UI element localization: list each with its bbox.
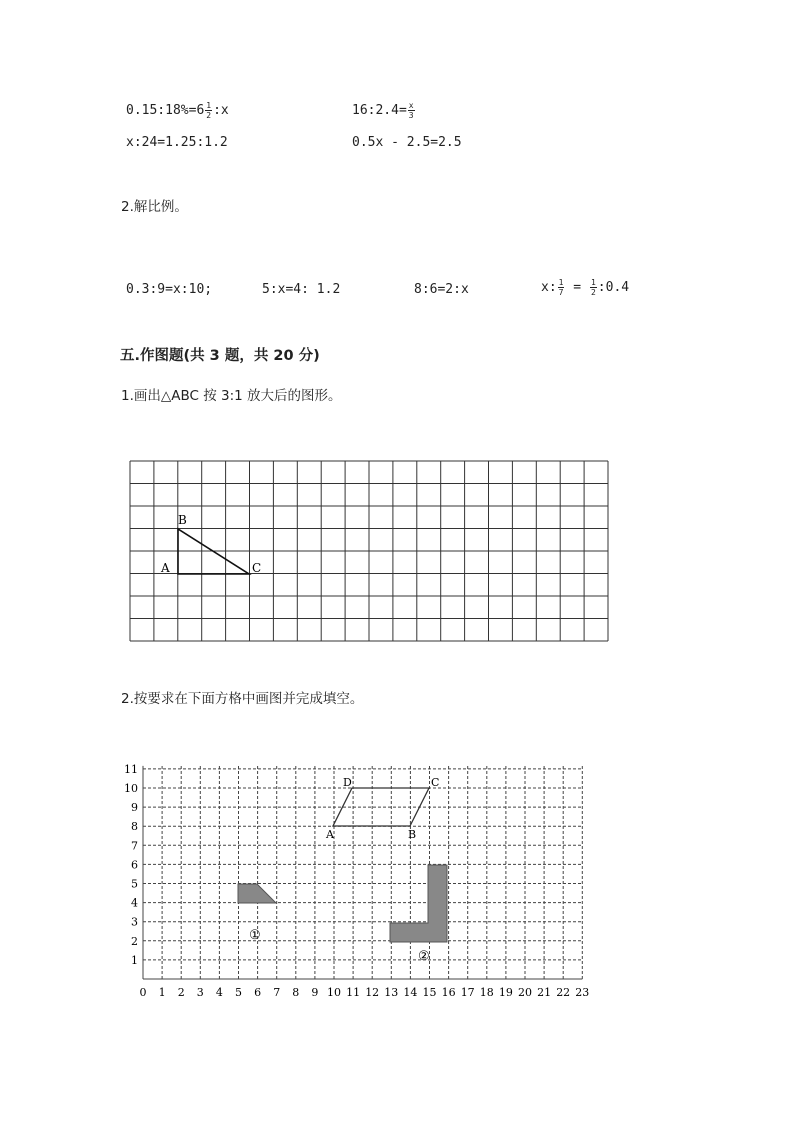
- x-tick-label: 8: [292, 986, 300, 999]
- x-tick-label: 18: [479, 986, 494, 999]
- grid-2-lines: [143, 766, 582, 979]
- shape-1-label: ①: [249, 928, 261, 943]
- y-tick-label: 6: [131, 858, 138, 872]
- y-tick-label: 9: [131, 801, 138, 815]
- vertex-label-c: C: [252, 561, 262, 575]
- parallelogram-label-d: D: [343, 776, 352, 789]
- x-tick-label: 10: [327, 986, 341, 999]
- x-tick-label: 4: [215, 986, 223, 999]
- parallelogram-label-b: B: [408, 828, 417, 841]
- x-tick-label: 21: [537, 986, 552, 999]
- x-tick-label: 9: [311, 986, 319, 999]
- fraction-one-seventh: $\frac{1}{7}$: [558, 278, 564, 297]
- x-tick-label: 12: [365, 986, 380, 999]
- y-tick-label: 4: [131, 896, 138, 910]
- grid-1-lines: [130, 461, 608, 641]
- y-tick-label: 8: [131, 820, 138, 834]
- x-tick-label: 19: [498, 986, 513, 999]
- x-tick-label: 0: [139, 986, 147, 999]
- section-5-heading: 五.作图题(共 3 题，共 20 分): [120, 348, 320, 364]
- x-tick-label: 20: [518, 986, 532, 999]
- y-tick-label: 3: [131, 915, 138, 929]
- equation-3: x:24=1.25:1.2: [126, 135, 228, 150]
- y-tick-label: 11: [124, 762, 138, 776]
- x-tick-label: 2: [177, 986, 185, 999]
- proportion-3: 8:6=2:x: [414, 282, 469, 297]
- fraction-one-half: $\frac{1}{2}$: [206, 101, 212, 120]
- fraction-x-over-3: $\frac{x}{3}$: [408, 101, 414, 120]
- x-tick-label: 11: [346, 986, 361, 999]
- shape-2-l-shape: [390, 865, 447, 942]
- x-axis-labels: [140, 986, 590, 999]
- coordinate-grid-figure: [0, 740, 794, 1020]
- x-tick-label: 1: [158, 986, 166, 999]
- x-tick-label: 16: [441, 986, 456, 999]
- question-2: 2.按要求在下面方格中画图并完成填空。: [121, 691, 364, 707]
- x-tick-label: 13: [384, 986, 399, 999]
- y-tick-label: 10: [124, 782, 138, 795]
- shape-2-label: ②: [418, 949, 430, 964]
- x-tick-label: 14: [403, 986, 418, 999]
- x-tick-label: 7: [273, 986, 281, 999]
- x-tick-label: 3: [196, 986, 204, 999]
- proportion-4: x: $\frac{1}{7}$ = $\frac{1}{2}$ :0.4: [541, 278, 630, 297]
- equation-1-right: :x: [213, 103, 229, 118]
- vertex-label-b: B: [178, 513, 187, 527]
- y-tick-label: 5: [131, 877, 138, 891]
- y-axis-labels: [124, 763, 138, 967]
- shape-1-trapezoid: [238, 884, 276, 903]
- proportion-1: 0.3:9=x:10;: [126, 282, 213, 297]
- section-2-title: 2.解比例。: [121, 199, 188, 215]
- equation-2-left: 16:2.4=: [352, 103, 407, 118]
- question-1: 1.画出△ABC 按 3:1 放大后的图形。: [121, 388, 342, 404]
- x-tick-label: 5: [235, 986, 242, 999]
- y-tick-label: 2: [131, 934, 138, 948]
- vertex-label-a: A: [161, 561, 170, 575]
- x-tick-label: 23: [575, 986, 590, 999]
- parallelogram-label-c: C: [431, 776, 440, 789]
- equation-4: 0.5x - 2.5=2.5: [352, 135, 462, 150]
- parallelogram-label-a: A: [326, 828, 334, 841]
- proportion-2: 5:x=4: 1.2: [262, 282, 341, 297]
- fraction-one-half-b: $\frac{1}{2}$: [590, 278, 596, 297]
- x-tick-label: 22: [556, 986, 571, 999]
- x-tick-label: 6: [254, 986, 262, 999]
- equation-1-left: 0.15:18%=6: [126, 103, 205, 118]
- x-tick-label: 15: [422, 986, 437, 999]
- y-tick-label: 7: [131, 839, 138, 853]
- x-tick-label: 17: [460, 986, 475, 999]
- y-tick-label: 1: [131, 953, 138, 967]
